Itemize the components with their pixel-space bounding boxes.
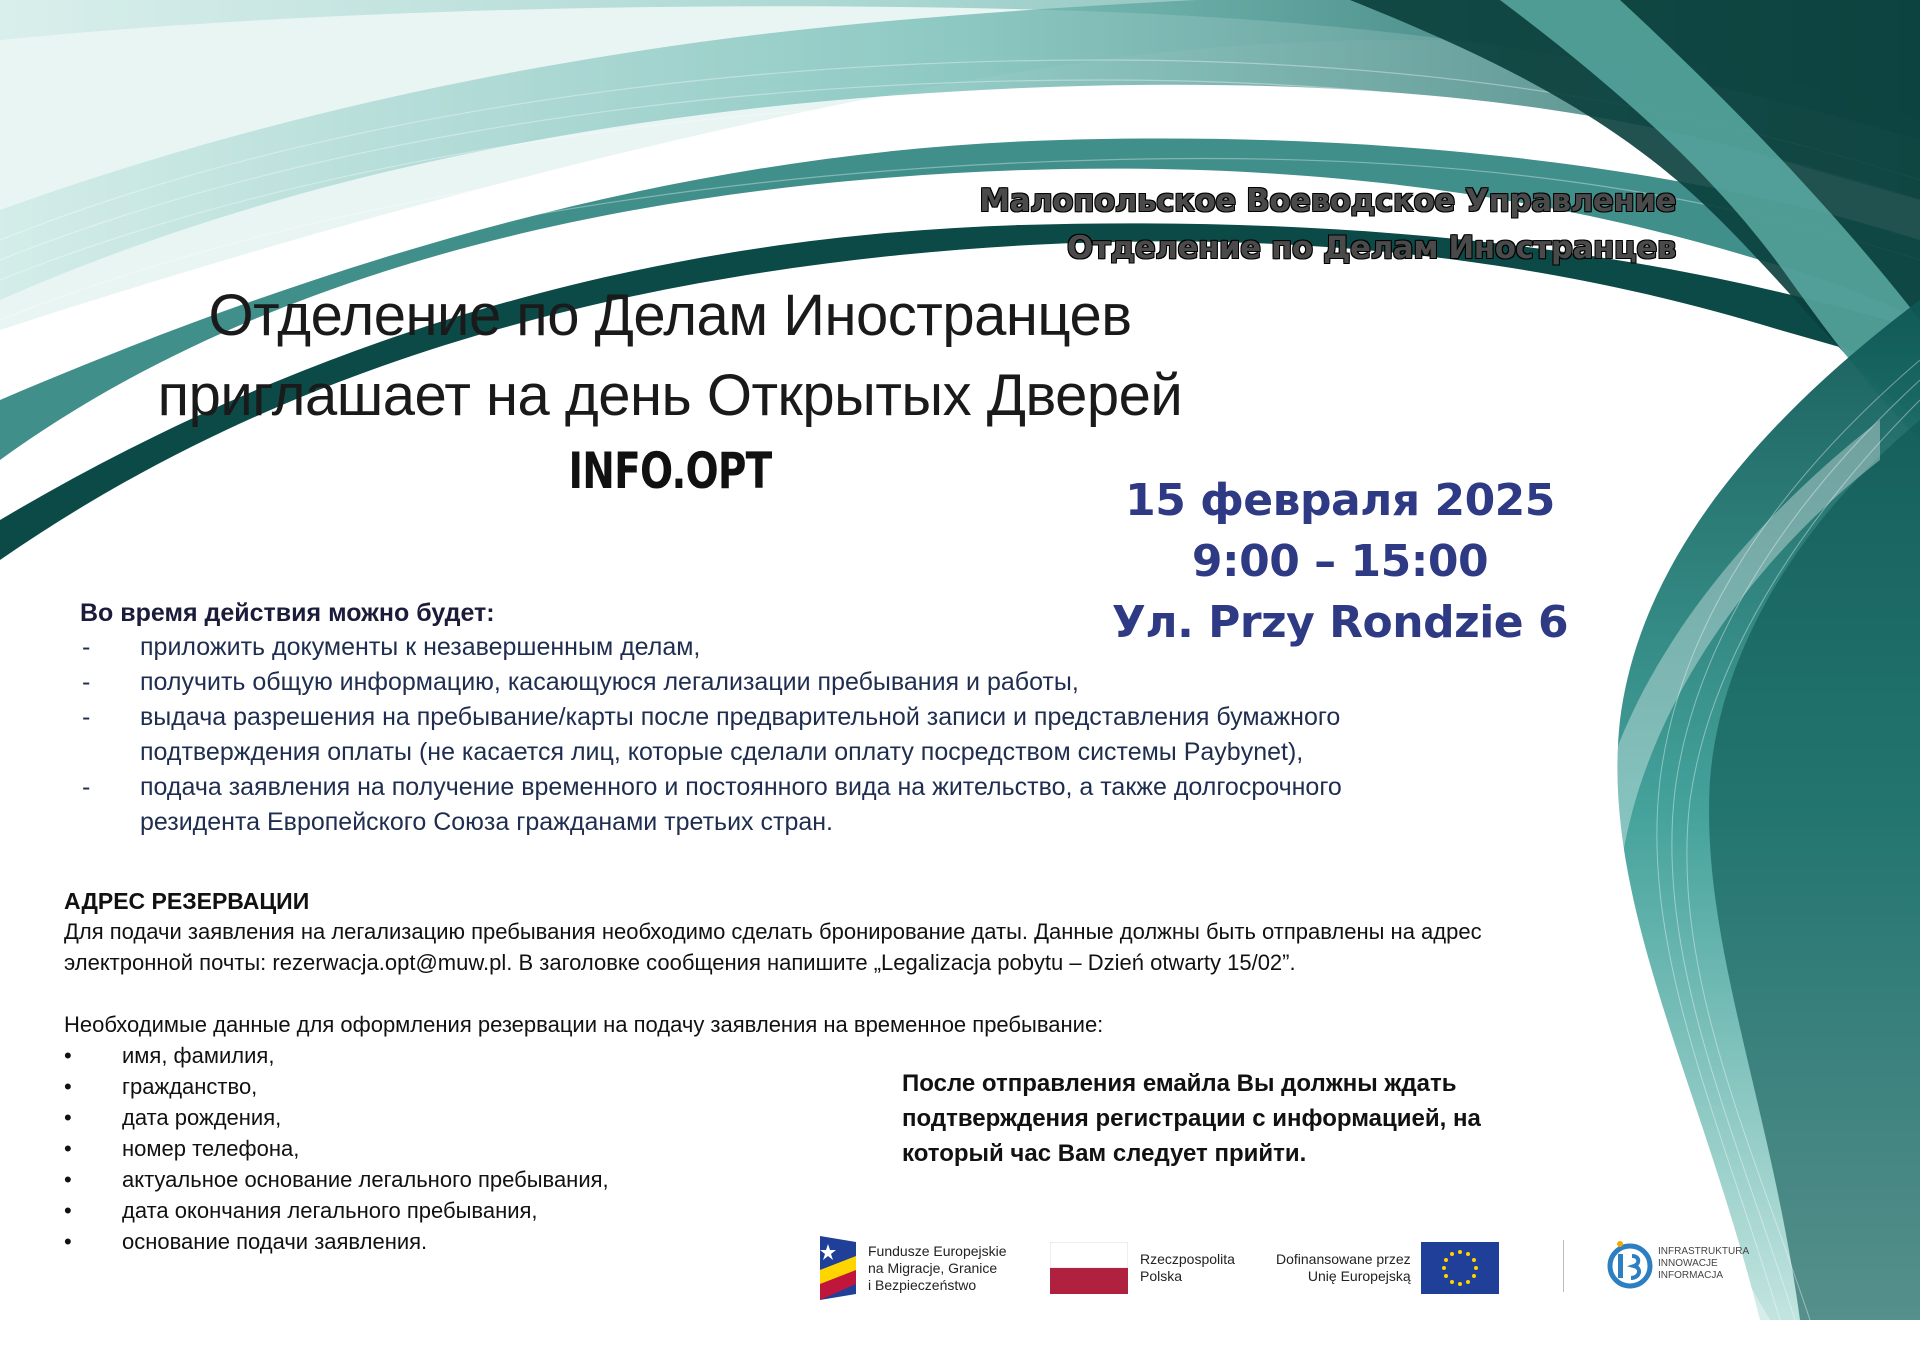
event-time: 9:00 – 15:00: [1191, 536, 1489, 587]
reservation-text-line2: электронной почты: rezerwacja.opt@muw.pl. В заголовке сообщения напишите „Legalizacja pobytu – Dzień otwarty 15/02”.: [64, 950, 1296, 975]
dash-marker: -: [82, 633, 91, 661]
list-item: - выдача разрешения на пребывание/карты после предварительной записи и представления бумажного подтверждения оплаты (не касается лиц, которые сделали оплату посредством системы Paybynet),: [80, 700, 1480, 770]
after-email-note: После отправления емайла Вы должны ждать подтверждения регистрации с информацией, на который час Вам следует прийти.: [902, 1070, 1481, 1167]
iii-emblem-icon: [1606, 1236, 1654, 1292]
fe-flag-icon: [818, 1234, 858, 1302]
required-data-title: Необходимые данные для оформления резервации на подачу заявления на временное пребывание:: [64, 1012, 1104, 1037]
event-address: Ул. Przy Rondzie 6: [1111, 597, 1569, 648]
headline-line1: Отделение по Делам Иностранцев: [208, 283, 1132, 348]
list-item: - подача заявления на получение временного и постоянного вида на жительство, а также долгосрочного резидента Европейского Союза гражданами третьих стран.: [80, 770, 1480, 840]
fundusze-europejskie-logo: Fundusze Europejskie na Migracje, Granice i Bezpieczeństwo: [818, 1234, 1007, 1302]
dash-marker: -: [82, 773, 91, 801]
footer-logos: [0, 1226, 1920, 1316]
list-item: - приложить документы к незавершенным делам,: [80, 630, 1480, 665]
list-item: - получить общую информацию, касающуюся легализации пребывания и работы,: [80, 665, 1480, 700]
list-item: • основание подачи заявления.: [64, 1229, 428, 1254]
activities-title: Во время действия можно будет:: [80, 599, 495, 627]
reservation-title: АДРЕС РЕЗЕРВАЦИИ: [64, 888, 310, 914]
organization-department: Отделение по Делам Иностранцев: [1066, 230, 1676, 266]
event-date: 15 февраля 2025: [1125, 475, 1555, 526]
list-item: • имя, фамилия,: [64, 1043, 275, 1068]
poland-flag-icon: [1050, 1242, 1128, 1294]
dash-marker: -: [82, 668, 91, 696]
activities-section: [80, 596, 1480, 840]
footer-divider: [1563, 1240, 1564, 1292]
rzeczpospolita-polska-logo: Rzeczpospolita Polska: [1050, 1242, 1235, 1294]
headline-line2: приглашает на день Открытых Дверей: [157, 363, 1183, 428]
iii-logo: INFRASTRUKTURA INNOWACJE INFORMACJA: [1606, 1236, 1749, 1292]
list-item: • дата окончания легального пребывания,: [64, 1198, 538, 1223]
organization-name: Малопольское Воеводское Управление: [979, 183, 1676, 219]
reservation-text-line1: Для подачи заявления на легализацию пребывания необходимо сделать бронирование даты. Данные должны быть отправлены на адрес: [64, 919, 1482, 944]
organization-header: [979, 178, 1676, 272]
brand-title: INFO.OPT: [568, 442, 772, 500]
eu-cofinancing-logo: Dofinansowane przez Unię Europejską: [1276, 1242, 1499, 1294]
list-item: • гражданство,: [64, 1074, 258, 1099]
list-item: • актуальное основание легального пребывания,: [64, 1167, 609, 1192]
dash-marker: -: [82, 703, 91, 731]
list-item: • дата рождения,: [64, 1105, 282, 1130]
list-item: • номер телефона,: [64, 1136, 300, 1161]
eu-flag-icon: [1421, 1242, 1499, 1294]
